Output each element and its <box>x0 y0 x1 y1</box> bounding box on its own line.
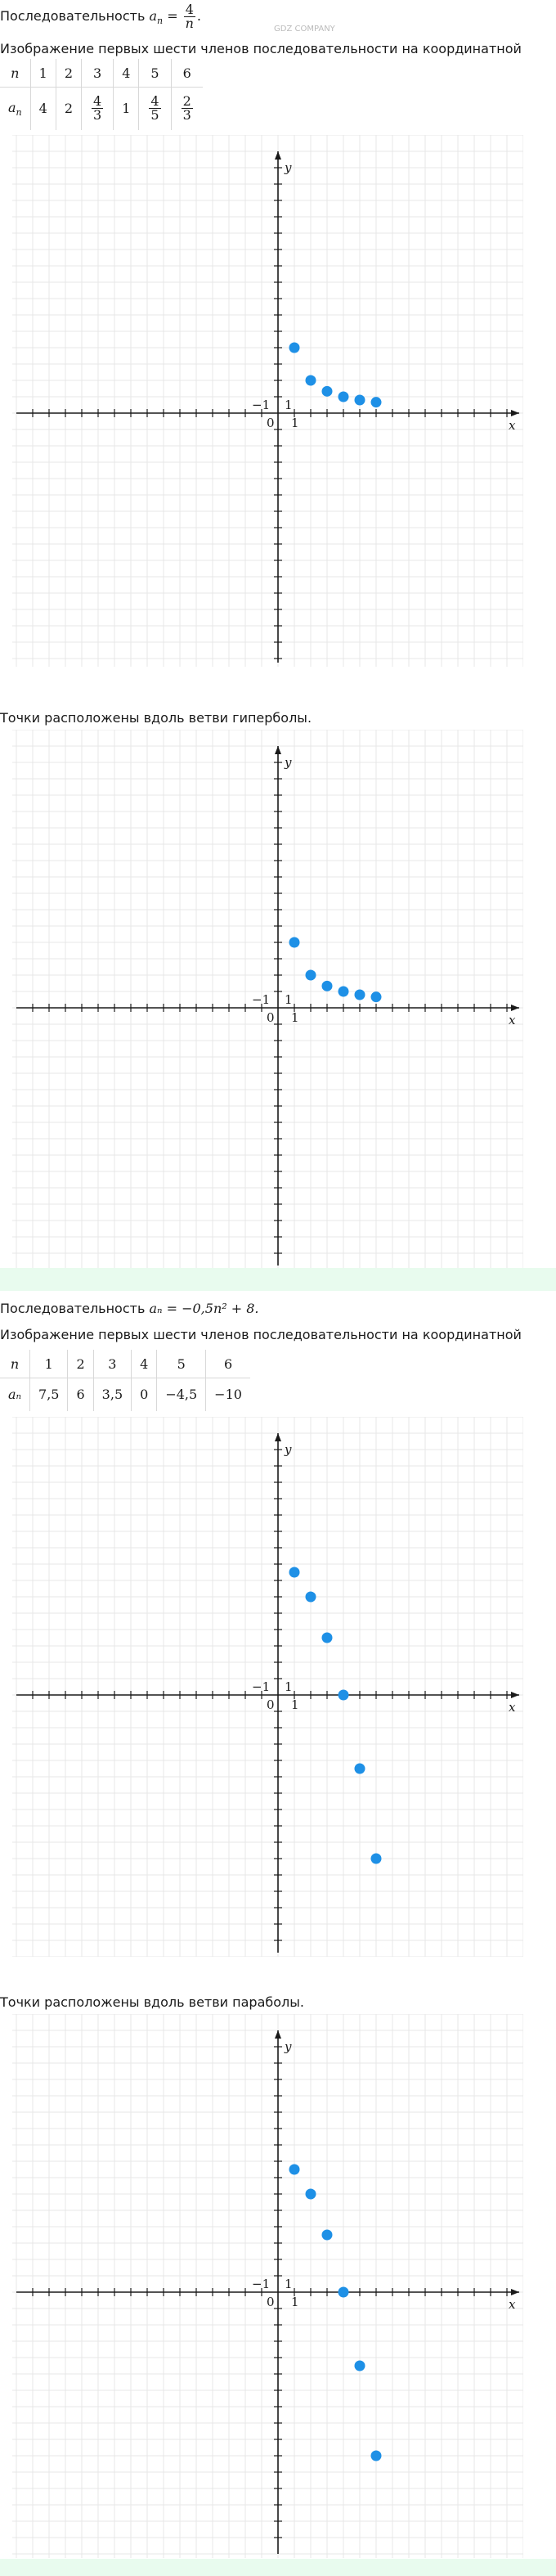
table-cell: 6 <box>68 1378 93 1411</box>
y-axis-label: y <box>285 755 292 770</box>
sequence-1-description: Изображение первых шести членов последовательности на координатной <box>0 41 522 56</box>
data-point <box>306 375 316 386</box>
table-cell: 6 <box>206 1350 250 1378</box>
table-cell: −4,5 <box>157 1378 206 1411</box>
sequence-1-title: Последовательность <box>0 8 146 24</box>
y-axis-label: y <box>285 1442 292 1457</box>
origin-label: 0 <box>267 1010 275 1025</box>
watermark: GDZ COMPANY <box>274 25 335 34</box>
minus-one-label: −1 <box>252 398 271 412</box>
graph-2-svg <box>12 730 523 1270</box>
graph-3 <box>12 1417 523 1957</box>
table-cell: 0 <box>132 1378 157 1411</box>
table-cell: 1 <box>114 88 139 130</box>
sequence-2-formula: aₙ = −0,5n² + 8. <box>149 1301 259 1316</box>
data-point <box>306 1592 316 1603</box>
x-one-label: 1 <box>291 1010 299 1025</box>
table-cell: 1 <box>30 59 56 88</box>
y-axis-label: y <box>285 160 292 175</box>
table-cell: 2 <box>56 59 81 88</box>
table-cell: 1 <box>30 1350 68 1378</box>
table-cell: 7,5 <box>30 1378 68 1411</box>
table-cell: 4 <box>132 1350 157 1378</box>
graph-3-svg <box>12 1417 523 1957</box>
sequence-2-title: Последовательность <box>0 1301 146 1316</box>
graph-2 <box>12 730 523 1270</box>
data-point <box>289 2165 300 2175</box>
origin-label: 0 <box>267 1697 275 1712</box>
graph-1 <box>12 135 523 667</box>
minus-one-label: −1 <box>252 1679 271 1694</box>
minus-one-label: −1 <box>252 2277 271 2291</box>
x-axis-arrow <box>511 1005 519 1011</box>
data-point <box>339 987 349 997</box>
sequence-1-table <box>0 59 203 130</box>
data-point <box>322 981 333 991</box>
x-one-label: 1 <box>291 2295 299 2309</box>
data-point <box>355 1764 365 1774</box>
table-header-a: $a_n$ <box>0 88 30 130</box>
x-axis-label: x <box>509 1013 516 1027</box>
origin-label: 0 <box>267 2295 275 2309</box>
x-one-label: 1 <box>291 1697 299 1712</box>
data-point <box>339 2287 349 2298</box>
table-cell: 3 <box>82 59 114 88</box>
table-row-a <box>0 88 203 130</box>
minus-one-label: −1 <box>252 992 271 1007</box>
table-cell: 5 <box>157 1350 206 1378</box>
graph-4-svg <box>12 2014 523 2558</box>
data-point <box>355 2361 365 2371</box>
footer-band <box>0 2559 556 2576</box>
table-cell: −10 <box>206 1378 250 1411</box>
x-axis-label: x <box>509 418 516 433</box>
y-one-label: 1 <box>285 992 293 1007</box>
x-one-label: 1 <box>291 416 299 430</box>
table-cell: 6 <box>171 59 203 88</box>
data-point <box>289 343 300 353</box>
graph-4 <box>12 2014 523 2558</box>
sequence-2-table <box>0 1350 250 1411</box>
table-cell: 3 <box>93 1350 131 1378</box>
y-axis-arrow <box>275 746 281 754</box>
table-header-n: n <box>11 65 20 81</box>
sequence-1-heading <box>0 3 201 30</box>
section-divider <box>0 1268 556 1291</box>
table-cell: 4 <box>30 88 56 130</box>
table-cell: 3,5 <box>93 1378 131 1411</box>
data-point <box>306 970 316 981</box>
data-point <box>339 392 349 402</box>
x-axis-arrow <box>511 1692 519 1698</box>
table-cell: $\frac{4}{5}$ <box>139 88 171 130</box>
x-axis-arrow <box>511 2289 519 2295</box>
x-axis-label: x <box>509 2297 516 2312</box>
y-one-label: 1 <box>285 398 293 412</box>
data-point <box>371 397 382 407</box>
table-cell: 4 <box>114 59 139 88</box>
sequence-2-note: Точки расположены вдоль ветви параболы. <box>0 1994 304 2010</box>
table-row-n <box>0 59 203 88</box>
table-cell: $\frac{2}{3}$ <box>171 88 203 130</box>
data-point <box>371 2451 382 2461</box>
table-header-a: aₙ <box>0 1378 30 1411</box>
data-point <box>371 1854 382 1864</box>
y-axis-arrow <box>275 2030 281 2039</box>
data-point <box>289 937 300 948</box>
data-point <box>322 1633 333 1643</box>
x-axis-arrow <box>511 410 519 416</box>
sequence-1-formula: $a_n$ = $\frac{4}{n}$ . <box>149 2 201 31</box>
y-one-label: 1 <box>285 1679 293 1694</box>
table-cell: 5 <box>139 59 171 88</box>
data-point <box>322 2230 333 2241</box>
data-point <box>289 1567 300 1578</box>
graph-1-svg <box>12 135 523 667</box>
sequence-2-description: Изображение первых шести членов последовательности на координатной <box>0 1327 522 1342</box>
data-point <box>355 395 365 406</box>
data-point <box>371 991 382 1002</box>
table-row-n <box>0 1350 250 1378</box>
y-one-label: 1 <box>285 2277 293 2291</box>
data-point <box>355 990 365 1000</box>
data-point <box>322 386 333 397</box>
y-axis-label: y <box>285 2039 292 2054</box>
table-cell: 2 <box>68 1350 93 1378</box>
data-point <box>339 1690 349 1701</box>
sequence-1-fraction: $\frac{4}{n}$ <box>185 2 194 31</box>
table-cell: $\frac{4}{3}$ <box>82 88 114 130</box>
y-axis-arrow <box>275 151 281 160</box>
sequence-2-heading <box>0 1301 259 1317</box>
sequence-1-note: Точки расположены вдоль ветви гиперболы. <box>0 710 312 726</box>
table-row-a <box>0 1378 250 1411</box>
table-cell: 2 <box>56 88 81 130</box>
x-axis-label: x <box>509 1700 516 1715</box>
data-point <box>306 2189 316 2200</box>
table-header-n: n <box>10 1355 20 1372</box>
y-axis-arrow <box>275 1433 281 1441</box>
origin-label: 0 <box>267 416 275 430</box>
